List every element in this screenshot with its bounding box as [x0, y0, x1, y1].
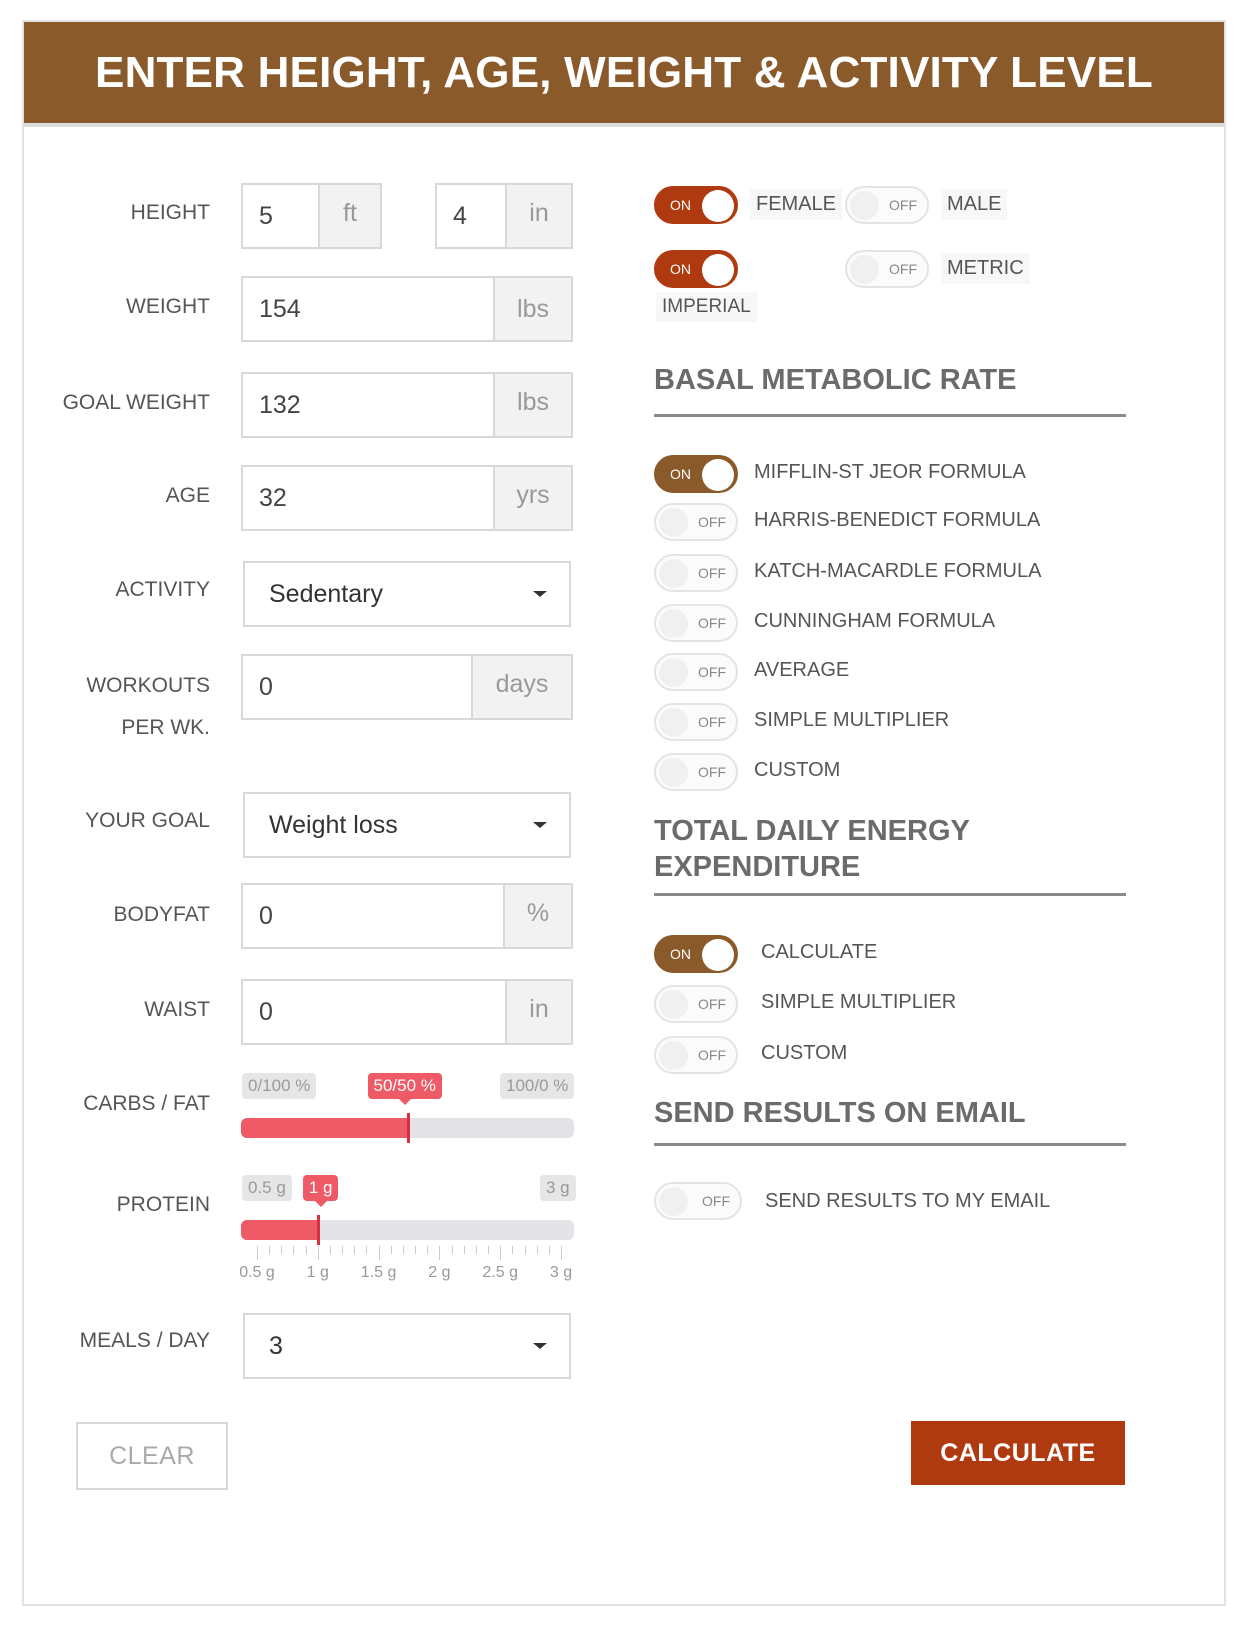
tdee-option-label: CALCULATE: [761, 941, 878, 963]
scale-tick-major: [257, 1246, 258, 1260]
toggle-state-text: OFF: [698, 996, 726, 1012]
scale-tick-major: [561, 1246, 562, 1260]
goal-label: YOUR GOAL: [85, 809, 210, 832]
carbs-fat-max-chip: 100/0 %: [500, 1073, 574, 1099]
toggle-knob: [702, 459, 734, 491]
toggle-knob: [659, 708, 688, 737]
height-label: HEIGHT: [130, 201, 210, 224]
toggle-state-text: OFF: [889, 197, 917, 213]
bodyfat-unit: %: [503, 885, 571, 947]
height-feet-value: 5: [259, 202, 273, 230]
tdee-title-line2: EXPENDITURE: [654, 851, 861, 883]
scale-tick-major: [500, 1246, 501, 1260]
scale-tick-minor: [330, 1246, 331, 1254]
protein-min-chip: 0.5 g: [242, 1175, 292, 1201]
metric-label: METRIC: [941, 253, 1030, 284]
male-label: MALE: [941, 189, 1007, 220]
scale-tick-minor: [269, 1246, 270, 1254]
toggle-state-text: OFF: [698, 514, 726, 530]
tdee-option-label: SIMPLE MULTIPLIER: [761, 991, 957, 1013]
toggle-state-text: OFF: [698, 615, 726, 631]
scale-tick-minor: [537, 1246, 538, 1254]
weight-field[interactable]: [241, 276, 573, 342]
female-label: FEMALE: [750, 189, 842, 220]
male-toggle[interactable]: [845, 186, 929, 224]
email-divider: [654, 1143, 1126, 1146]
goal-weight-label: GOAL WEIGHT: [62, 391, 210, 414]
carbs-fat-slider-handle[interactable]: [407, 1113, 410, 1143]
protein-label: PROTEIN: [116, 1193, 210, 1216]
workouts-value: 0: [259, 673, 273, 701]
protein-slider-fill: [241, 1220, 318, 1240]
protein-current-chip: 1 g: [303, 1175, 339, 1201]
scale-tick-minor: [342, 1246, 343, 1254]
clear-button[interactable]: CLEAR: [76, 1422, 228, 1490]
bmr-title: BASAL METABOLIC RATE: [654, 364, 1017, 396]
scale-label: 2 g: [428, 1264, 451, 1281]
height-inches-value: 4: [453, 202, 467, 230]
tdee-divider: [654, 893, 1126, 896]
scale-tick-minor: [366, 1246, 367, 1254]
tdee-title-line1: TOTAL DAILY ENERGY: [654, 815, 970, 847]
toggle-knob: [702, 190, 734, 222]
bmr-toggle-0[interactable]: [654, 455, 738, 493]
weight-value: 154: [259, 295, 301, 323]
carbs-fat-label: CARBS / FAT: [83, 1092, 210, 1115]
protein-slider[interactable]: [241, 1220, 574, 1240]
height-inches-field[interactable]: [435, 183, 573, 249]
height-inches-unit: in: [505, 185, 571, 247]
workouts-field[interactable]: [241, 654, 573, 720]
female-toggle[interactable]: [654, 186, 738, 224]
chevron-down-icon: [533, 822, 547, 828]
age-label: AGE: [165, 484, 210, 507]
email-title: SEND RESULTS ON EMAIL: [654, 1097, 1026, 1129]
toggle-state-text: OFF: [698, 565, 726, 581]
bmr-option-label: CUSTOM: [754, 759, 841, 781]
weight-label: WEIGHT: [126, 295, 210, 318]
scale-tick-minor: [306, 1246, 307, 1254]
height-feet-unit: ft: [318, 185, 380, 247]
bmr-option-label: MIFFLIN-ST JEOR FORMULA: [754, 461, 1026, 483]
meals-value: 3: [269, 1332, 283, 1360]
toggle-state-text: OFF: [698, 664, 726, 680]
toggle-state-text: OFF: [698, 1047, 726, 1063]
email-label: SEND RESULTS TO MY EMAIL: [765, 1190, 1051, 1212]
age-field[interactable]: [241, 465, 573, 531]
toggle-state-text: ON: [670, 197, 691, 213]
chevron-down-icon: [533, 591, 547, 597]
workouts-label-sub: PER WK.: [121, 716, 210, 739]
goal-value: Weight loss: [269, 811, 398, 839]
tdee-toggle-2[interactable]: [654, 1036, 738, 1074]
bodyfat-label: BODYFAT: [113, 903, 210, 926]
toggle-knob: [702, 939, 734, 971]
bmr-option-label: SIMPLE MULTIPLIER: [754, 709, 950, 731]
scale-tick-minor: [403, 1246, 404, 1254]
scale-tick-minor: [281, 1246, 282, 1254]
toggle-knob: [659, 1187, 688, 1216]
bmr-divider: [654, 414, 1126, 417]
goal-weight-unit: lbs: [493, 374, 571, 436]
goal-select[interactable]: [243, 792, 571, 858]
workouts-label: WORKOUTS: [86, 674, 210, 697]
scale-tick-minor: [415, 1246, 416, 1254]
activity-value: Sedentary: [269, 580, 383, 608]
scale-tick-minor: [476, 1246, 477, 1254]
scale-label: 0.5 g: [239, 1264, 275, 1281]
imperial-label: IMPERIAL: [656, 292, 757, 322]
toggle-state-text: ON: [670, 261, 691, 277]
toggle-knob: [702, 254, 734, 286]
age-unit: yrs: [493, 467, 571, 529]
bmr-toggle-3[interactable]: [654, 604, 738, 642]
bmr-option-label: AVERAGE: [754, 659, 850, 681]
protein-slider-handle[interactable]: [317, 1215, 320, 1245]
workouts-unit: days: [471, 656, 571, 718]
bmr-option-label: HARRIS-BENEDICT FORMULA: [754, 509, 1041, 531]
toggle-knob: [659, 658, 688, 687]
scale-tick-major: [379, 1246, 380, 1260]
scale-tick-minor: [427, 1246, 428, 1254]
bmr-toggle-4[interactable]: [654, 653, 738, 691]
scale-tick-minor: [293, 1246, 294, 1254]
imperial-toggle[interactable]: [654, 250, 738, 288]
tdee-toggle-0[interactable]: [654, 935, 738, 973]
activity-label: ACTIVITY: [115, 578, 210, 601]
scale-tick-minor: [452, 1246, 453, 1254]
bmr-option-label: KATCH-MACARDLE FORMULA: [754, 560, 1042, 582]
toggle-knob: [659, 1041, 688, 1070]
scale-label: 3 g: [549, 1264, 573, 1281]
scale-label: 1.5 g: [360, 1264, 397, 1281]
tdee-toggle-1[interactable]: [654, 985, 738, 1023]
bodyfat-value: 0: [259, 902, 273, 930]
bmr-toggle-6[interactable]: [654, 753, 738, 791]
protein-max-chip: 3 g: [540, 1175, 576, 1201]
scale-tick-minor: [488, 1246, 489, 1254]
scale-label: 2.5 g: [482, 1264, 518, 1281]
carbs-fat-min-chip: 0/100 %: [242, 1073, 316, 1099]
toggle-state-text: OFF: [698, 714, 726, 730]
scale-tick-minor: [549, 1246, 550, 1254]
age-value: 32: [259, 484, 287, 512]
scale-tick-minor: [354, 1246, 355, 1254]
toggle-knob: [659, 990, 688, 1019]
activity-select[interactable]: [243, 561, 571, 627]
bmr-toggle-1[interactable]: [654, 503, 738, 541]
toggle-state-text: OFF: [702, 1193, 730, 1209]
scale-label: 1 g: [306, 1264, 329, 1281]
toggle-state-text: OFF: [889, 261, 917, 277]
tdee-option-label: CUSTOM: [761, 1042, 848, 1064]
calculate-button[interactable]: CALCULATE: [911, 1421, 1125, 1485]
bmr-option-label: CUNNINGHAM FORMULA: [754, 610, 996, 632]
waist-unit: in: [505, 981, 571, 1043]
waist-label: WAIST: [144, 998, 210, 1021]
page-title: ENTER HEIGHT, AGE, WEIGHT & ACTIVITY LEVEL: [95, 48, 1153, 97]
scale-tick-major: [318, 1246, 319, 1260]
bmr-toggle-5[interactable]: [654, 703, 738, 741]
carbs-fat-slider-fill: [241, 1118, 408, 1138]
scale-tick-minor: [525, 1246, 526, 1254]
scale-tick-major: [439, 1246, 440, 1260]
waist-value: 0: [259, 998, 273, 1026]
toggle-knob: [659, 758, 688, 787]
height-feet-field[interactable]: [241, 183, 382, 249]
metric-toggle[interactable]: [845, 250, 929, 288]
goal-weight-value: 132: [259, 391, 301, 419]
toggle-knob: [850, 255, 879, 284]
meals-label: MEALS / DAY: [79, 1329, 210, 1352]
goal-weight-field[interactable]: [241, 372, 573, 438]
toggle-knob: [850, 191, 879, 220]
toggle-state-text: ON: [670, 946, 691, 962]
bodyfat-field[interactable]: [241, 883, 573, 949]
toggle-state-text: OFF: [698, 764, 726, 780]
carbs-fat-current-chip: 50/50 %: [368, 1073, 442, 1099]
toggle-knob: [659, 559, 688, 588]
weight-unit: lbs: [493, 278, 571, 340]
meals-select[interactable]: [243, 1313, 571, 1379]
tdee-title: [654, 813, 970, 885]
chevron-down-icon: [533, 1343, 547, 1349]
waist-field[interactable]: [241, 979, 573, 1045]
scale-tick-minor: [391, 1246, 392, 1254]
scale-tick-minor: [464, 1246, 465, 1254]
header-bar: [24, 22, 1224, 127]
toggle-knob: [659, 609, 688, 638]
bmr-toggle-2[interactable]: [654, 554, 738, 592]
toggle-state-text: ON: [670, 466, 691, 482]
scale-tick-minor: [512, 1246, 513, 1254]
toggle-knob: [659, 508, 688, 537]
email-toggle[interactable]: [654, 1182, 742, 1220]
